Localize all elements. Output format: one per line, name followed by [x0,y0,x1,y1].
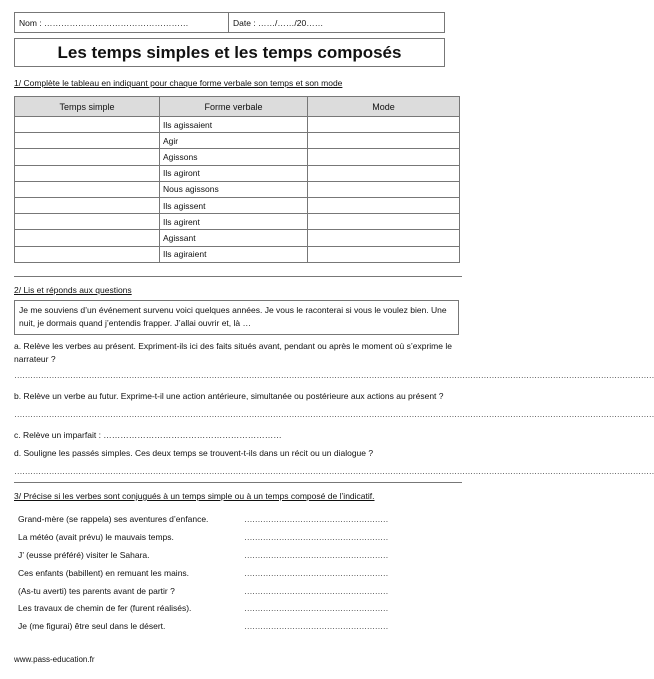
exercise-sentence: (As-tu averti) tes parents avant de partir ? [18,586,175,596]
name-field: Nom : …………………………………………… [19,18,189,28]
table-row [15,165,460,181]
exercise-sentence: Ces enfants (babillent) en remuant les mains. [18,568,190,578]
reading-passage: Je me souviens d’un événement survenu voici quelques années. Je vous le raconterai si vous le voulez bien. Une nuit, je dormais quand j’entendis frapper. J’allai ouvrir et, là … [14,300,459,335]
verb-form-cell: Ils agirent [160,214,308,230]
question-d: d. Souligne les passés simples. Ces deux temps se trouvent-t-ils dans un récit ou un dialogue ? [14,448,374,458]
table-row [15,133,460,149]
verb-form-cell: Ils agissent [160,197,308,213]
verb-form-cell: Ils agissaient [160,117,308,133]
mode-cell[interactable] [308,133,460,149]
verb-form-cell: Agir [160,133,308,149]
col-header-temps: Temps simple [15,97,160,117]
section3-instruction: 3/ Précise si les verbes sont conjugués à un temps simple ou à un temps composé de l’indicatif. [14,491,375,501]
section1-instruction: 1/ Complète le tableau en indiquant pour chaque forme verbale son temps et son mode [14,78,343,88]
table-row [15,230,460,246]
question-a: a. Relève les verbes au présent. Expriment-ils ici des faits situés avant, pendant ou après le moment où s’exprime le narrateur ? [14,341,452,364]
answer-line[interactable]: ……………………………………………… [244,514,388,524]
answer-line[interactable]: ……………………………………………… [244,568,388,578]
temps-cell[interactable] [15,117,160,133]
mode-cell[interactable] [308,181,460,197]
question-c: c. Relève un imparfait : ……………………………………………………… [14,430,282,440]
answer-line[interactable]: ……………………………………………… [244,603,388,613]
temps-cell[interactable] [15,197,160,213]
answer-line[interactable]: ……………………………………………… [244,621,388,631]
verb-form-cell: Ils agiraient [160,246,308,262]
table-row [15,246,460,262]
mode-cell[interactable] [308,165,460,181]
verb-form-cell: Agissons [160,149,308,165]
temps-cell[interactable] [15,165,160,181]
table-row [15,197,460,213]
question-b: b. Relève un verbe au futur. Exprime-t-il une action antérieure, simultanée ou postérieure aux actions au présent ? [14,391,444,401]
table-row [15,149,460,165]
mode-cell[interactable] [308,230,460,246]
answer-line-d[interactable]: …………………………………………………………………………………………………………………………………………………………………………………………………………………… [14,466,654,476]
table-row [15,181,460,197]
exercise-sentence: Grand-mère (se rappela) ses aventures d’enfance. [18,514,209,524]
exercise-sentence: J’ (eusse préféré) visiter le Sahara. [18,550,150,560]
exercise-sentence: Les travaux de chemin de fer (furent réalisés). [18,603,192,613]
temps-cell[interactable] [15,181,160,197]
exercise-sentence: La météo (avait prévu) le mauvais temps. [18,532,174,542]
verb-form-cell: Nous agissons [160,181,308,197]
section-divider [14,276,462,277]
temps-cell[interactable] [15,246,160,262]
mode-cell[interactable] [308,214,460,230]
mode-cell[interactable] [308,117,460,133]
temps-cell[interactable] [15,230,160,246]
verb-form-cell: Ils agiront [160,165,308,181]
verb-form-cell: Agissant [160,230,308,246]
page-title: Les temps simples et les temps composés [14,38,445,67]
header-divider [228,13,229,32]
header-box [14,12,445,33]
table-row [15,214,460,230]
exercise-sentence: Je (me figurai) être seul dans le désert. [18,621,166,631]
mode-cell[interactable] [308,246,460,262]
verb-table [14,96,460,263]
answer-line[interactable]: ……………………………………………… [244,550,388,560]
footer-url[interactable]: www.pass-education.fr [14,655,95,664]
temps-cell[interactable] [15,133,160,149]
date-field: Date : ……/……/20…… [233,18,324,28]
section2-instruction: 2/ Lis et réponds aux questions [14,285,132,295]
answer-line-a[interactable]: …………………………………………………………………………………………………………………………………………………………………………………………………………………… [14,370,654,380]
mode-cell[interactable] [308,149,460,165]
answer-line[interactable]: ……………………………………………… [244,532,388,542]
answer-line[interactable]: ……………………………………………… [244,586,388,596]
answer-line-b[interactable]: …………………………………………………………………………………………………………………………………………………………………………………………………………………… [14,409,654,419]
col-header-forme: Forme verbale [160,97,308,117]
table-row [15,117,460,133]
col-header-mode: Mode [308,97,460,117]
mode-cell[interactable] [308,197,460,213]
temps-cell[interactable] [15,149,160,165]
temps-cell[interactable] [15,214,160,230]
section-divider [14,482,462,483]
